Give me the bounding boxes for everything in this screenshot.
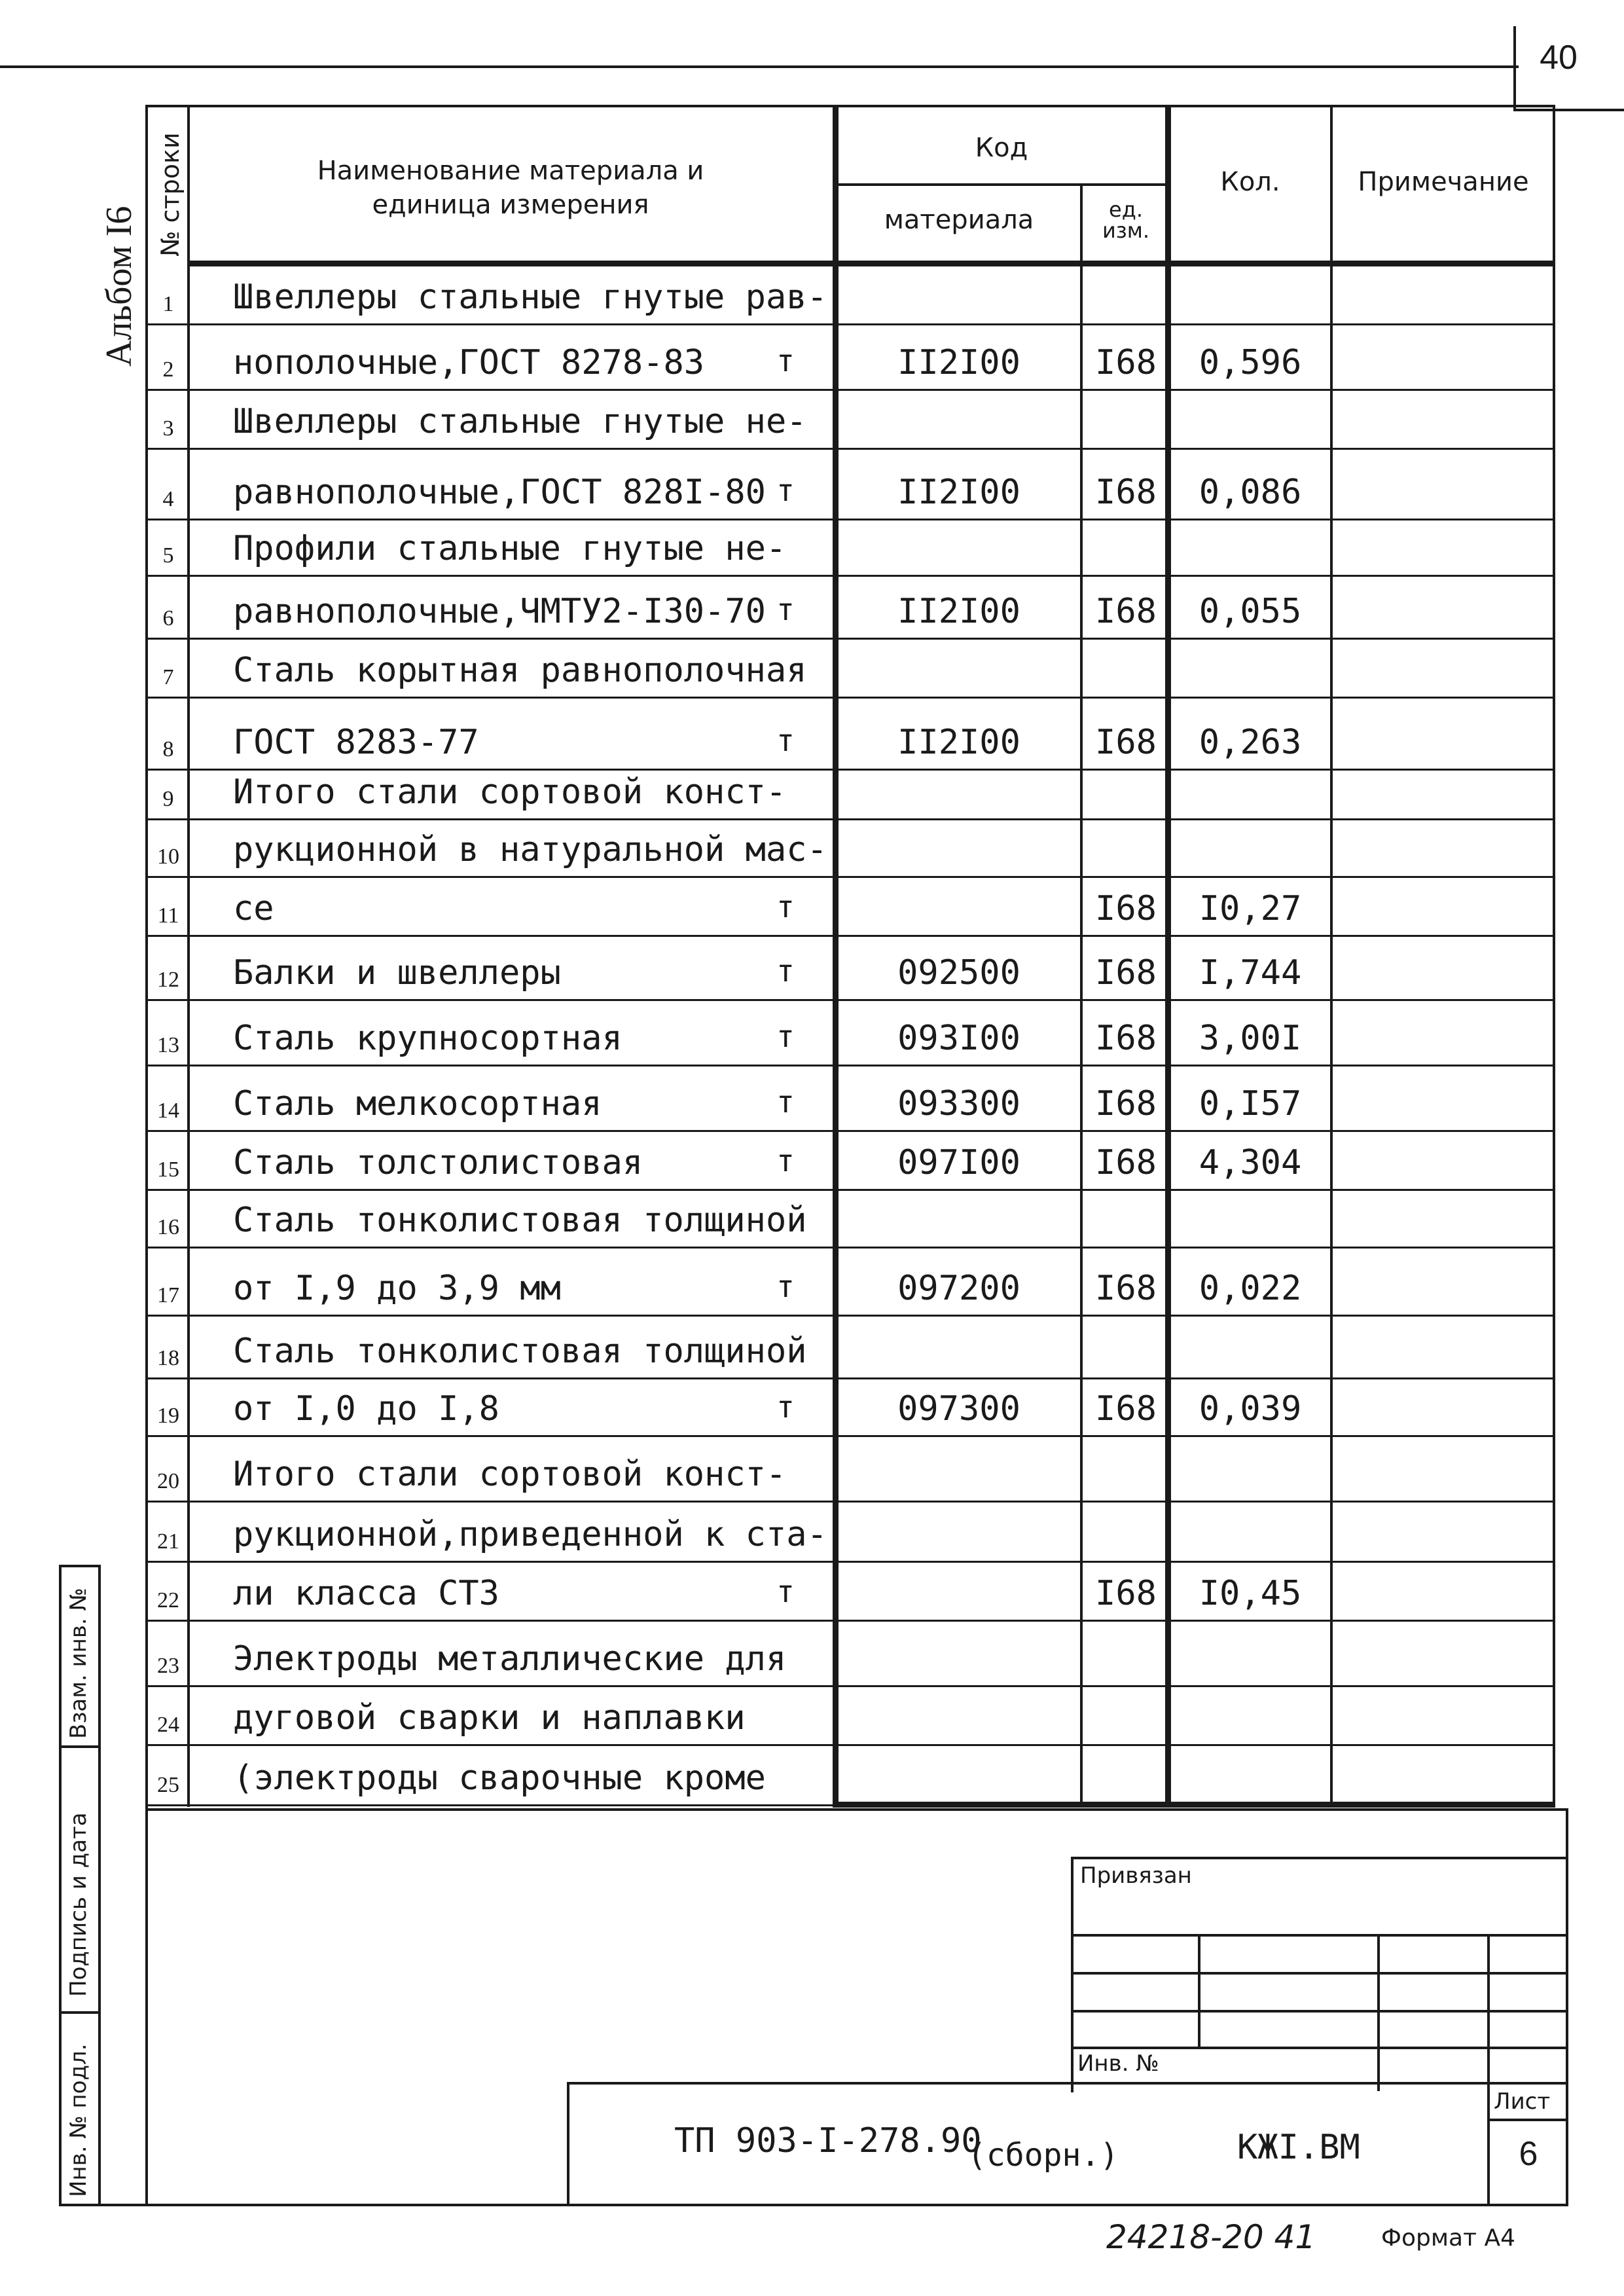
row-number: 11 (157, 903, 179, 928)
table-row (0, 1686, 1624, 1745)
row-material-code: 093I00 (897, 1019, 1020, 1058)
row-measure-code: I68 (1095, 723, 1157, 762)
table-row (0, 1621, 1624, 1686)
row-unit-symbol: т (776, 592, 795, 627)
section-code: КЖI.ВМ (1237, 2128, 1360, 2167)
table-row (0, 936, 1624, 1000)
row-number: 10 (157, 845, 179, 869)
side-strip-outer (59, 1565, 62, 2206)
row-material-code: 092500 (897, 953, 1020, 993)
row-material-code: 093300 (897, 1084, 1020, 1123)
row-number: 7 (162, 665, 174, 689)
title-block-bottom (145, 2204, 1568, 2206)
table-row (0, 639, 1624, 698)
row-quantity: 3,00I (1199, 1019, 1302, 1058)
row-measure-code: I68 (1095, 953, 1157, 993)
row-name: Сталь корытная равнополочная (233, 651, 807, 690)
handwritten-number: 24218-20 41 (1106, 2218, 1316, 2256)
row-number: 13 (157, 1033, 179, 1057)
row-name: Сталь мелкосортная (233, 1084, 602, 1123)
row-measure-code: I68 (1095, 1084, 1157, 1123)
row-unit-symbol: т (776, 1019, 795, 1054)
row-name: рукционной в натуральной мас- (233, 830, 827, 869)
table-row (0, 820, 1624, 877)
row-quantity: I,744 (1199, 953, 1302, 993)
row-name: равнополочные,ЧМТУ2-I30-70 (233, 592, 766, 631)
table-row (0, 1000, 1624, 1066)
table-row (0, 1436, 1624, 1502)
row-name: от I,9 до 3,9 мм (233, 1269, 561, 1308)
side-strip-bottom (59, 2204, 148, 2206)
row-material-code: II2I00 (897, 723, 1020, 762)
row-number: 17 (157, 1283, 179, 1307)
row-measure-code: I68 (1095, 473, 1157, 512)
row-unit-symbol: т (776, 1269, 795, 1304)
side-strip-top (59, 1565, 101, 1567)
row-name: от I,0 до I,8 (233, 1389, 499, 1429)
code-subheader-line (833, 183, 1168, 186)
row-name: дуговой сварки и наплавки (233, 1698, 746, 1738)
row-number: 19 (157, 1404, 179, 1428)
table-row (0, 266, 1624, 325)
header-unit: ед. изм. (1102, 197, 1150, 243)
row-quantity: 0,I57 (1199, 1084, 1302, 1123)
sheet-label-line (1487, 2119, 1568, 2121)
privyazan-line3 (1071, 2010, 1568, 2013)
row-number: 14 (157, 1099, 179, 1123)
privyazan-line4 (1071, 2047, 1568, 2049)
row-name: Сталь толстолистовая (233, 1143, 643, 1182)
privyazan-label: Привязан (1080, 1863, 1192, 1889)
row-name: Итого стали сортовой конст- (233, 1455, 787, 1494)
privyazan-v3 (1487, 1934, 1490, 2206)
row-number: 8 (162, 737, 174, 761)
row-quantity: 0,039 (1199, 1389, 1302, 1429)
side-label-vzam: Взам. инв. № (65, 1588, 92, 1739)
table-row (0, 1248, 1624, 1316)
top-frame-line (0, 65, 1519, 68)
title-block-left (567, 2082, 569, 2206)
row-number: 4 (162, 487, 174, 511)
row-name: ГОСТ 8283-77 (233, 723, 479, 762)
header-name: Наименование материала и единица измерения (317, 156, 704, 220)
privyazan-left (1071, 1857, 1074, 2092)
row-unit-symbol: т (776, 953, 795, 989)
table-row (0, 1745, 1624, 1806)
row-number: 2 (162, 357, 174, 382)
row-number: 1 (162, 292, 174, 316)
row-name: Электроды металлические для (233, 1639, 787, 1679)
table-row (0, 698, 1624, 770)
header-material: материала (884, 205, 1034, 235)
row-name: ли класса СТ3 (233, 1574, 499, 1613)
row-name: Сталь крупносортная (233, 1019, 623, 1058)
row-number: 23 (157, 1654, 179, 1678)
row-unit-symbol: т (776, 1389, 795, 1425)
side-strip-mid (98, 1565, 101, 2206)
row-divider (145, 1804, 1555, 1806)
row-measure-code: I68 (1095, 592, 1157, 631)
table-row (0, 449, 1624, 520)
side-label-podpis: Подпись и дата (65, 1812, 92, 1997)
table-row (0, 1316, 1624, 1379)
row-material-code: 097I00 (897, 1143, 1020, 1182)
table-row (0, 390, 1624, 449)
table-row (0, 1379, 1624, 1436)
row-measure-code: I68 (1095, 1019, 1157, 1058)
row-measure-code: I68 (1095, 889, 1157, 928)
privyazan-line2 (1071, 1972, 1568, 1975)
header-qty: Кол. (1220, 167, 1280, 197)
row-name: (электроды сварочные кроме (233, 1758, 766, 1798)
table-row (0, 520, 1624, 576)
row-quantity: 0,022 (1199, 1269, 1302, 1308)
row-name: рукционной,приведенной к ста- (233, 1515, 827, 1554)
row-name: Швеллеры стальные гнутые не- (233, 402, 807, 441)
table-row (0, 770, 1624, 820)
row-name: Сталь тонколистовая толщиной (233, 1201, 807, 1240)
row-quantity: 0,086 (1199, 473, 1302, 512)
row-name: се (233, 889, 274, 928)
row-measure-code: I68 (1095, 1389, 1157, 1429)
row-quantity: 4,304 (1199, 1143, 1302, 1182)
doc-suffix: (сборн.) (967, 2137, 1119, 2174)
row-number: 22 (157, 1588, 179, 1613)
row-quantity: I0,27 (1199, 889, 1302, 928)
row-unit-symbol: т (776, 723, 795, 758)
row-quantity: 0,263 (1199, 723, 1302, 762)
row-name: Швеллеры стальные гнутые рав- (233, 278, 827, 317)
row-number: 21 (157, 1529, 179, 1554)
row-material-code: II2I00 (897, 592, 1020, 631)
row-material-code: 097200 (897, 1269, 1020, 1308)
row-name: Итого стали сортовой конст- (233, 773, 787, 812)
row-measure-code: I68 (1095, 1269, 1157, 1308)
row-unit-symbol: т (776, 343, 795, 378)
table-row (0, 1131, 1624, 1190)
header-row-no: № строки (156, 132, 185, 257)
table-row (0, 1562, 1624, 1621)
header-note: Примечание (1358, 167, 1529, 197)
row-unit-symbol: т (776, 1084, 795, 1120)
inv-no-label: Инв. № (1077, 2050, 1159, 2077)
row-number: 25 (157, 1773, 179, 1797)
table-row (0, 325, 1624, 390)
side-strip-sep2 (59, 2011, 101, 2014)
row-number: 15 (157, 1157, 179, 1182)
row-quantity: 0,055 (1199, 592, 1302, 631)
sheet-box-bottom (1513, 109, 1624, 111)
table-row (0, 877, 1624, 936)
row-number: 3 (162, 416, 174, 441)
doc-code: ТП 903-I-278.90 (674, 2121, 982, 2160)
side-label-inv-podl: Инв. № подл. (65, 2043, 92, 2197)
row-unit-symbol: т (776, 473, 795, 508)
row-unit-symbol: т (776, 889, 795, 924)
row-name: нополочные,ГОСТ 8278-83 (233, 343, 705, 382)
table-row (0, 576, 1624, 639)
row-unit-symbol: т (776, 1574, 795, 1609)
frame-top (145, 105, 1555, 107)
row-name: Балки и швеллеры (233, 953, 561, 993)
stamp-right-line (1566, 1808, 1568, 2206)
row-number: 18 (157, 1346, 179, 1370)
title-block-top (567, 2082, 1568, 2085)
row-material-code: II2I00 (897, 473, 1020, 512)
privyazan-v2 (1377, 1934, 1380, 2091)
row-number: 6 (162, 606, 174, 630)
row-measure-code: I68 (1095, 1574, 1157, 1613)
row-measure-code: I68 (1095, 1143, 1157, 1182)
sheet-number-top: 40 (1540, 39, 1578, 77)
privyazan-line1 (1071, 1934, 1568, 1937)
row-name: Профили стальные гнутые не- (233, 529, 787, 568)
table-row (0, 1066, 1624, 1131)
row-measure-code: I68 (1095, 343, 1157, 382)
format-label: Формат А4 (1381, 2225, 1516, 2251)
row-quantity: 0,596 (1199, 343, 1302, 382)
row-material-code: II2I00 (897, 343, 1020, 382)
row-number: 12 (157, 968, 179, 992)
side-strip-sep1 (59, 1745, 101, 1748)
row-quantity: I0,45 (1199, 1574, 1302, 1613)
row-name: равнополочные,ГОСТ 828I-80 (233, 473, 766, 512)
privyazan-v1 (1198, 1934, 1200, 2049)
row-unit-symbol: т (776, 1143, 795, 1178)
table-row (0, 1190, 1624, 1248)
table-row (0, 1502, 1624, 1562)
row-name: Сталь тонколистовая толщиной (233, 1332, 807, 1371)
privyazan-top (1071, 1857, 1568, 1859)
row-number: 9 (162, 787, 174, 811)
row-number: 24 (157, 1713, 179, 1737)
row-number: 20 (157, 1469, 179, 1493)
stamp-top-line (145, 1808, 1568, 1811)
album-label: Альбом I6 (99, 206, 139, 367)
sheet-label: Лист (1494, 2088, 1551, 2115)
row-material-code: 097300 (897, 1389, 1020, 1429)
row-number: 16 (157, 1215, 179, 1239)
sheet-number: 6 (1519, 2135, 1538, 2173)
header-code: Код (975, 133, 1028, 163)
row-number: 5 (162, 543, 174, 568)
